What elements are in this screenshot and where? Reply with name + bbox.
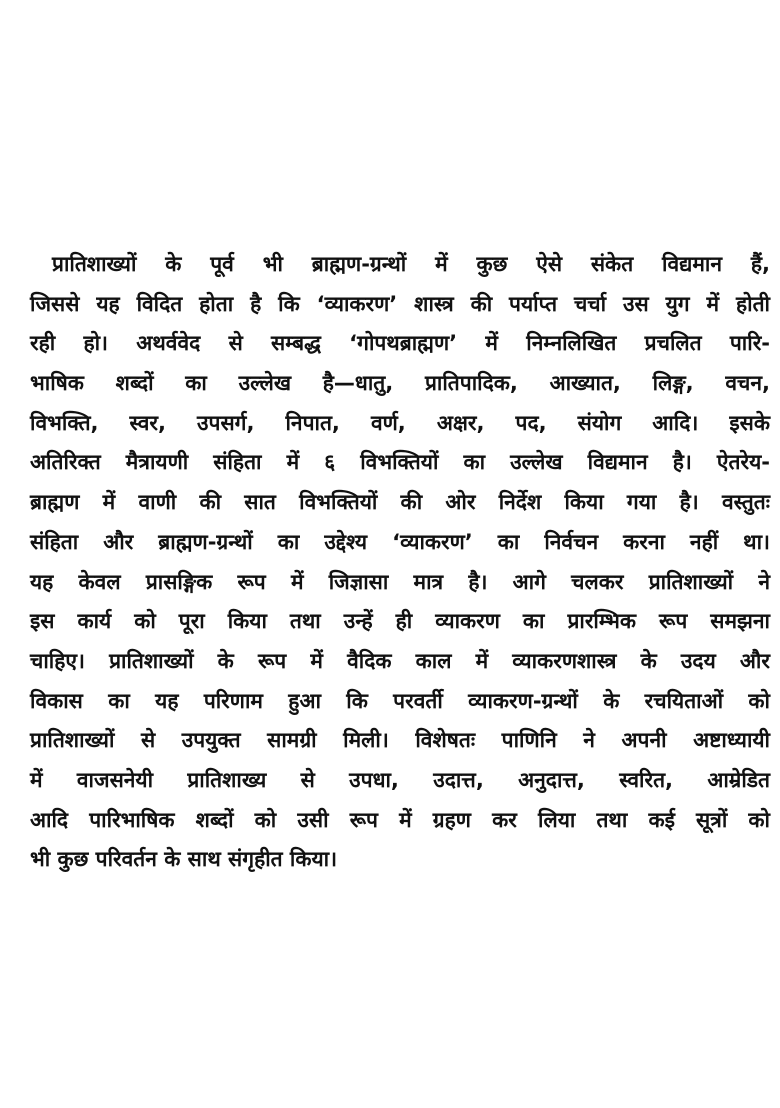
text-line: इस कार्य को पूरा किया तथा उन्हें ही व्याकरण का प्रारम्भिक रूप समझना xyxy=(30,609,770,634)
text-line: ब्राह्मण में वाणी की सात विभक्तियों की ओर निर्देश किया गया है। वस्तुतः xyxy=(30,490,770,515)
text-line: संहिता और ब्राह्मण-ग्रन्थों का उद्देश्य ‘व्याकरण’ का निर्वचन करना नहीं था। xyxy=(30,529,770,554)
text-line: विभक्ति, स्वर, उपसर्ग, निपात, वर्ण, अक्षर, पद, संयोग आदि। इसके xyxy=(30,410,770,435)
text-line: भाषिक शब्दों का उल्लेख है—धातु, प्रातिपादिक, आख्यात, लिङ्ग, वचन, xyxy=(30,371,770,396)
text-line: जिससे यह विदित होता है कि ‘व्याकरण’ शास्त्र की पर्याप्त चर्चा उस युग में होती xyxy=(30,291,770,316)
text-line: भी कुछ परिवर्तन के साथ संगृहीत किया। xyxy=(30,847,338,872)
text-line: अतिरिक्त मैत्रायणी संहिता में ६ विभक्तियों का उल्लेख विद्यमान है। ऐतरेय- xyxy=(30,450,770,475)
document-page xyxy=(30,245,770,880)
text-line: चाहिए। प्रातिशाख्यों के रूप में वैदिक काल में व्याकरणशास्त्र के उदय और xyxy=(30,648,770,673)
text-line: रही हो। अथर्ववेद से सम्बद्ध ‘गोपथब्राह्मण’ में निम्नलिखित प्रचलित पारि- xyxy=(30,331,770,356)
text-line: विकास का यह परिणाम हुआ कि परवर्ती व्याकरण-ग्रन्थों के रचयिताओं को xyxy=(30,688,770,713)
text-line: प्रातिशाख्यों से उपयुक्त सामग्री मिली। विशेषतः पाणिनि ने अपनी अष्टाध्यायी xyxy=(30,728,770,753)
text-line: प्रातिशाख्यों के पूर्व भी ब्राह्मण-ग्रन्थों में कुछ ऐसे संकेत विद्यमान हैं, xyxy=(52,252,770,276)
text-line: में वाजसनेयी प्रातिशाख्य से उपधा, उदात्त, अनुदात्त, स्वरित, आम्रेडित xyxy=(30,767,770,792)
text-line: यह केवल प्रासङ्गिक रूप में जिज्ञासा मात्र है। आगे चलकर प्रातिशाख्यों ने xyxy=(30,569,770,594)
text-line: आदि पारिभाषिक शब्दों को उसी रूप में ग्रहण कर लिया तथा कई सूत्रों को xyxy=(30,807,770,832)
